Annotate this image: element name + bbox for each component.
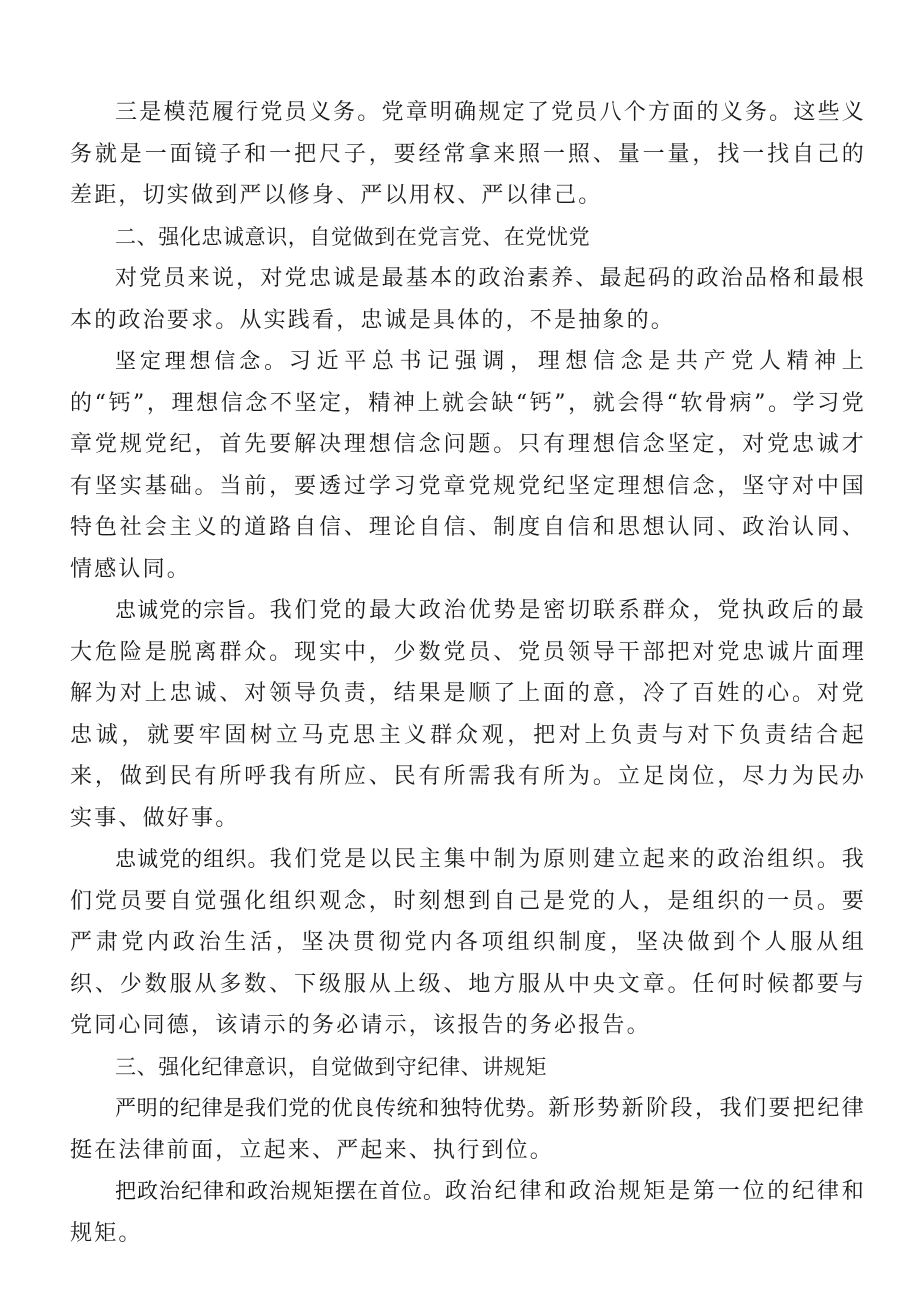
paragraph-text: 三是模范履行党员义务。党章明确规定了党员八个方面的义务。这些义务就是一面镜子和一把尺子，要经常拿来照一照、量一量，找一找自己的差距，切实做到严以修身、严以用权、严以律己。 xyxy=(70,100,866,208)
paragraph-strict-discipline xyxy=(70,1088,866,1171)
paragraph-text: 习近平总书记强调，理想信念是共产党人精神上的“钙”，理想信念不坚定，精神上就会缺“钙”，就会得“软骨病”。学习党章党规党纪，首先要解决理想信念问题。只有理想信念坚定，对党忠诚才有坚实基础。当前，要透过学习党章党规党纪坚定理想信念，坚守对中国特色社会主义的道路自信、理论自信、制度自信和思想认同、政治认同、情感认同。 xyxy=(70,349,867,582)
paragraph-lead: 忠诚党的宗旨。 xyxy=(115,598,270,622)
paragraph-lead: 严明的纪律是我们党的优良传统和独特优势。 xyxy=(115,1096,549,1120)
heading-text: 三、强化纪律意识，自觉做到守纪律、讲规矩 xyxy=(115,1054,547,1079)
document-body xyxy=(70,92,866,1254)
section-heading-loyalty xyxy=(70,217,866,259)
paragraph-text: 政治纪律和政治规矩是第一位的纪律和规矩。 xyxy=(70,1179,866,1246)
paragraph-party-member-duties xyxy=(70,92,866,217)
section-heading-discipline xyxy=(70,1047,866,1089)
paragraph-text: 我们党的最大政治优势是密切联系群众，党执政后的最大危险是脱离群众。现实中，少数党员、党员领导干部把对党忠诚片面理解为对上忠诚、对领导负责，结果是顺了上面的意，冷了百姓的心。对党忠诚，就要牢固树立马克思主义群众观，把对上负责与对下负责结合起来，做到民有所呼我有所应、民有所需我有所为。立足岗位，尽力为民办实事、做好事。 xyxy=(70,598,866,831)
paragraph-lead: 把政治纪律和政治规矩摆在首位。 xyxy=(115,1179,445,1203)
paragraph-lead: 忠诚党的组织。 xyxy=(115,847,270,871)
paragraph-text: 新形势新阶段，我们要把纪律挺在法律前面，立起来、严起来、执行到位。 xyxy=(70,1096,866,1163)
paragraph-party-organization xyxy=(70,839,866,1047)
paragraph-text: 我们党是以民主集中制为原则建立起来的政治组织。我们党员要自觉强化组织观念，时刻想到自己是党的人，是组织的一员。要严肃党内政治生活，坚决贯彻党内各项组织制度，坚决做到个人服从组织、少数服从多数、下级服从上级、地方服从中央文章。任何时候都要与党同心同德，该请示的务必请示，该报告的务必报告。 xyxy=(70,847,866,1038)
paragraph-ideals-beliefs xyxy=(70,341,866,590)
heading-text: 二、强化忠诚意识，自觉做到在党言党、在党忧党 xyxy=(115,224,591,249)
paragraph-text: 对党员来说，对党忠诚是最基本的政治素养、最起码的政治品格和最根本的政治要求。从实践看，忠诚是具体的，不是抽象的。 xyxy=(70,266,866,333)
paragraph-lead: 坚定理想信念。 xyxy=(115,349,289,373)
paragraph-loyalty-intro xyxy=(70,258,866,341)
paragraph-party-purpose xyxy=(70,590,866,839)
paragraph-political-discipline xyxy=(70,1171,866,1254)
